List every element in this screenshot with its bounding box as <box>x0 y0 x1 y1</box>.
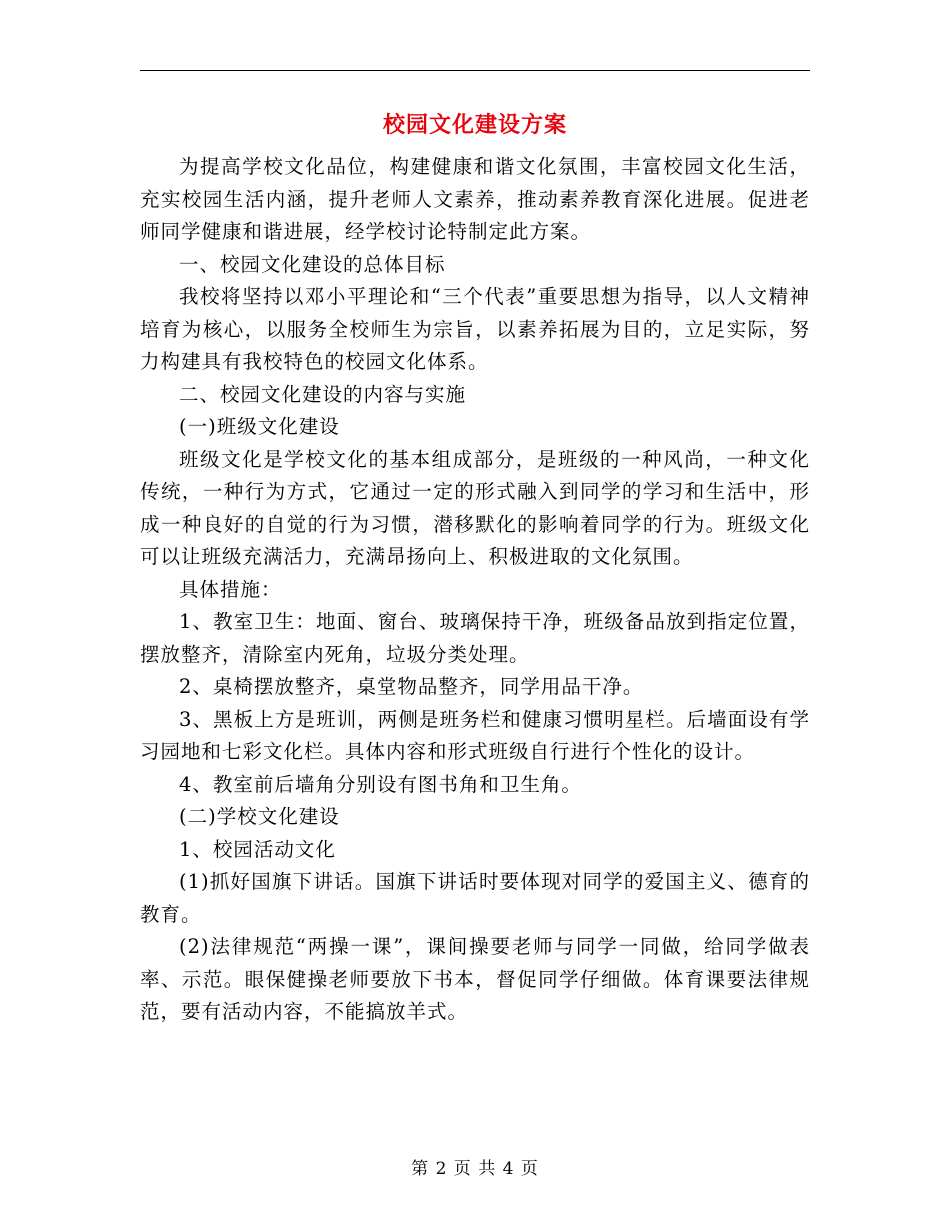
paragraph-intro: 为提高学校文化品位，构建健康和谐文化氛围，丰富校园文化生活，充实校园生活内涵，提升老师人文素养，推动素养教育深化进展。促进老师同学健康和谐进展，经学校讨论特制定此方案。 <box>140 155 810 243</box>
list-item: (2)法律规范“两操一课”，课间操要老师与同学一同做，给同学做表率、示范。眼保健操老师要放下书本，督促同学仔细做。体育课要法律规范，要有活动内容，不能搞放羊式。 <box>140 935 810 1023</box>
heading-section-2: 二、校园文化建设的内容与实施 <box>179 382 467 406</box>
list-item: 3、黑板上方是班训，两侧是班务栏和健康习惯明星栏。后墙面设有学习园地和七彩文化栏。具体内容和形式班级自行进行个性化的设计。 <box>140 707 810 763</box>
document-body <box>140 151 810 1029</box>
paragraph-goal: 我校将坚持以邓小平理论和“三个代表”重要思想为指导，以人文精神培育为核心，以服务全校师生为宗旨，以素养拓展为目的，立足实际，努力构建具有我校特色的校园文化体系。 <box>140 285 810 373</box>
list-item: 1、教室卫生：地面、窗台、玻璃保持干净，班级备品放到指定位置，摆放整齐，清除室内死角，垃圾分类处理。 <box>140 610 810 666</box>
page-footer: 第 2 页 共 4 页 <box>411 1159 539 1179</box>
heading-measures: 具体措施： <box>179 577 282 601</box>
document-title: 校园文化建设方案 <box>382 112 567 138</box>
heading-activity-culture: 1、校园活动文化 <box>179 837 336 861</box>
list-item: 4、教室前后墙角分别设有图书角和卫生角。 <box>179 772 582 796</box>
heading-school-culture: (二)学校文化建设 <box>179 805 340 828</box>
paragraph-class-culture: 班级文化是学校文化的基本组成部分，是班级的一种风尚，一种文化传统，一种行为方式，它通过一定的形式融入到同学的学习和生活中，形成一种良好的自觉的行为习惯，潜移默化的影响着同学的行为。班级文化可以让班级充满活力，充满昂扬向上、积极进取的文化氛围。 <box>140 447 810 568</box>
heading-section-1: 一、校园文化建设的总体目标 <box>179 252 446 276</box>
header-rule <box>140 70 810 71</box>
list-item: (1)抓好国旗下讲话。国旗下讲话时要体现对同学的爱国主义、德育的教育。 <box>140 870 810 926</box>
list-item: 2、桌椅摆放整齐，桌堂物品整齐，同学用品干净。 <box>179 675 644 698</box>
heading-class-culture: (一)班级文化建设 <box>179 415 340 438</box>
